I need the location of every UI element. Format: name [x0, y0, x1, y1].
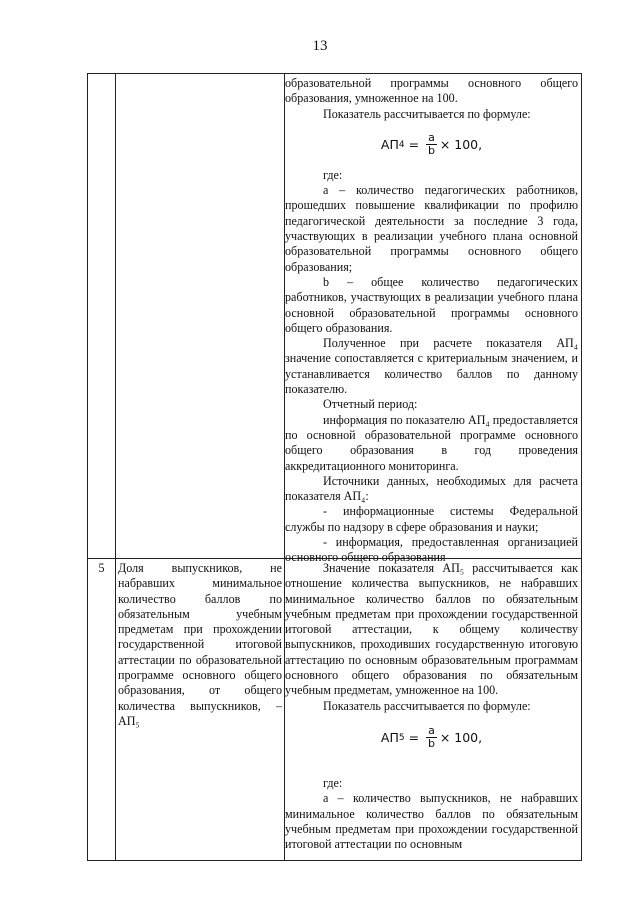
- formula-equals: =: [408, 730, 420, 746]
- formula-denominator: b: [427, 144, 435, 158]
- formula-equals: =: [408, 137, 420, 153]
- formula-denominator: b: [427, 737, 435, 751]
- paragraph: b – общее количество педагогических работников, участвующих в реализации учебного плана основной образовательной программы основного общего образования.: [285, 274, 578, 335]
- paragraph: Отчетный период:: [323, 397, 418, 412]
- formula-lhs-subscript: 5: [398, 732, 405, 743]
- formula-numerator: a: [428, 724, 435, 738]
- formula-rhs: × 100,: [439, 730, 483, 746]
- formula: [285, 122, 578, 168]
- formula-rhs: × 100,: [439, 137, 483, 153]
- paragraph: Показатель рассчитывается по формуле:: [323, 698, 531, 713]
- indicator-table: [87, 73, 582, 861]
- formula-where-label: где:: [323, 167, 343, 182]
- formula-fraction: [426, 725, 437, 750]
- formula-where-label: где:: [323, 775, 343, 790]
- formula-lhs-subscript: 4: [398, 139, 405, 150]
- paragraph: образовательной программы основного общего образования, умноженное на 100.: [285, 76, 578, 106]
- formula-lhs: АП: [380, 137, 399, 153]
- formula-lhs: АП: [380, 730, 399, 746]
- page-number: 13: [312, 38, 328, 54]
- indicator-description-cell: [285, 561, 578, 852]
- paragraph: - информация, предоставленная организацией основного общего образования: [285, 535, 578, 565]
- formula-fraction: [426, 132, 437, 157]
- paragraph: информация по показателю АП₄ предоставляется по основной образовательной программе основного общего образования в год проведения аккредитационного мониторинга.: [285, 412, 578, 473]
- paragraph: Источники данных, необходимых для расчета показателя АП₄:: [285, 473, 578, 504]
- row-number-cell: 5: [98, 561, 105, 575]
- paragraph: а – количество педагогических работников, прошедших повышение квалификации по профилю педагогической деятельности за последние 3 года, участвующих в реализации учебного плана основной образовательной программы основного общего образования;: [285, 183, 578, 274]
- paragraph: а – количество выпускников, не набравших минимальное количество баллов по обязательным учебным предметам при прохождении государственной итоговой аттестации по основным: [285, 791, 578, 852]
- formula-numerator: a: [428, 131, 435, 145]
- column-divider: [115, 74, 116, 860]
- indicator-name-cell: Доля выпускников, не набравших минимальное количество баллов по обязательным учебным предметам при прохождении государственной итоговой аттестации по образовательной программе основного общего образования, от общего количества выпускников, – АП₅: [118, 561, 282, 728]
- formula: [285, 714, 578, 762]
- paragraph: Значение показателя АП₅ рассчитывается как отношение количества выпускников, не набравших минимальное количество баллов по обязательным учебным предметам при прохождении государственной итоговой аттестации, к общему количеству выпускников, проходивших государственную итоговую аттестацию по основным образовательным программам основного общего образования по обязательным учебным предметам, умноженное на 100.: [285, 561, 578, 698]
- paragraph: Показатель рассчитывается по формуле:: [323, 106, 531, 121]
- paragraph: - информационные системы Федеральной службы по надзору в сфере образования и науки;: [285, 504, 578, 534]
- indicator-description-cell: [285, 76, 578, 566]
- paragraph: Полученное при расчете показателя АП₄ значение сопоставляется с критериальным значением, и устанавливается количество баллов по данному показателю.: [285, 336, 578, 397]
